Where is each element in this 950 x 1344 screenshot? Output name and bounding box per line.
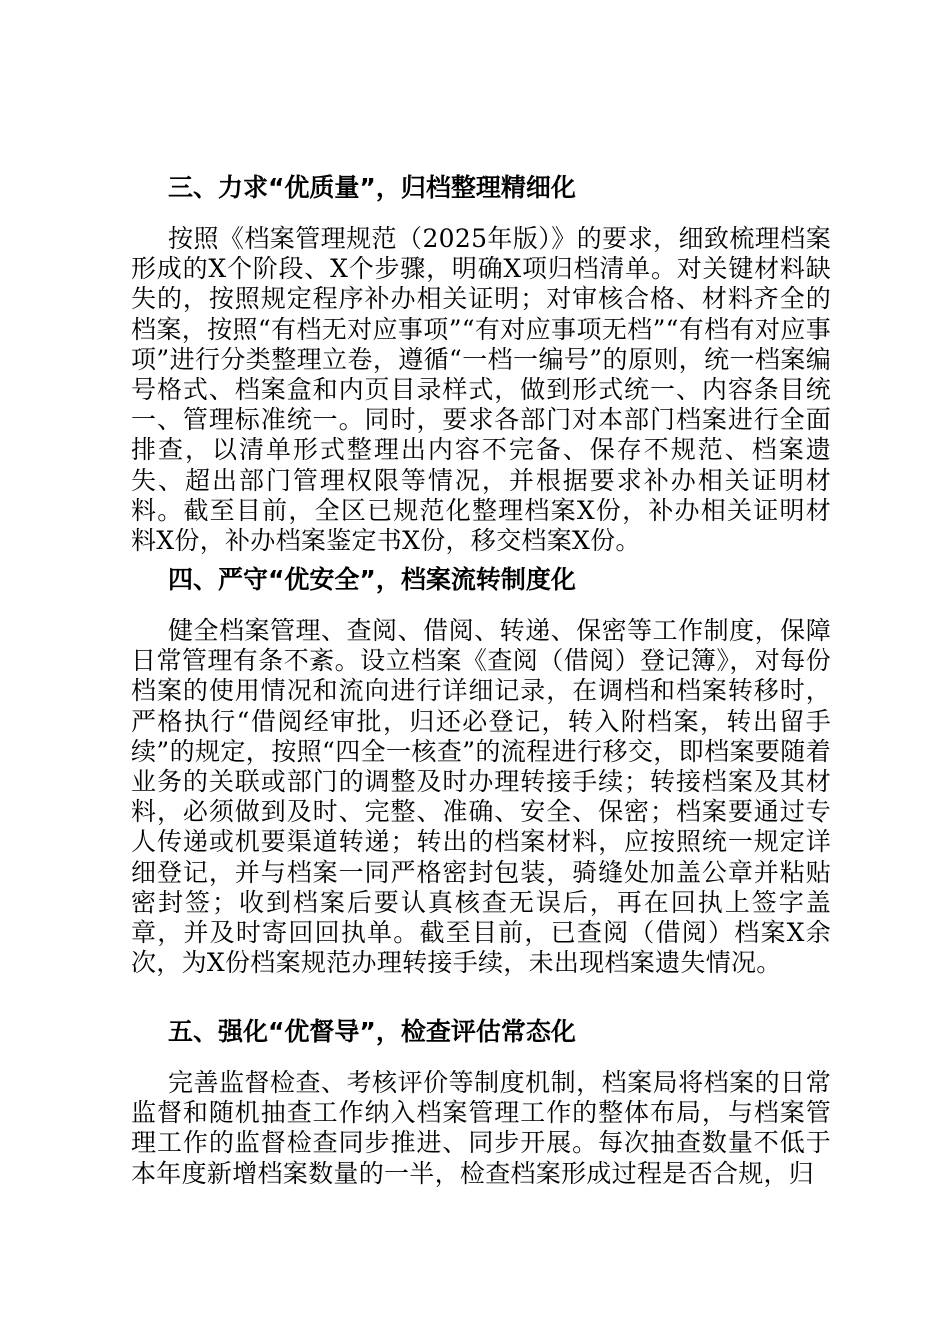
section-3-paragraph: 按照《档案管理规范（2025年版）》的要求，细致梳理档案形成的X个阶段、X个步骤，明确X项归档清单。对关键材料缺失的，按照规定程序补办相关证明；对审核合格、材料齐全的档案，按照“有档无对应事项”“有对应事项无档”“有档有对应事项”进行分类整理立卷，遵循“一档一编号”的原则，统一档案编号格式、档案盒和内页目录样式，做到形式统一、内容条目统一、管理标准统一。同时，要求各部门对本部门档案进行全面排查，以清单形式整理出内容不完备、保存不规范、档案遗失、超出部门管理权限等情况，并根据要求补办相关证明材料。截至目前，全区已规范化整理档案X份，补办相关证明材料X份，补办档案鉴定书X份，移交档案X份。	[131, 224, 831, 556]
section-5-heading: 五、强化“优督导”，检查评估常态化	[168, 1017, 576, 1046]
section-5-paragraph: 完善监督检查、考核评价等制度机制，档案局将档案的日常监督和随机抽查工作纳入档案管理工作的整体布局，与档案管理工作的监督检查同步推进、同步开展。每次抽查数量不低于本年度新增档案数量的一半，检查档案形成过程是否合规，归	[131, 1068, 831, 1188]
section-4-heading: 四、严守“优安全”，档案流转制度化	[168, 565, 576, 594]
section-4-paragraph: 健全档案管理、查阅、借阅、转递、保密等工作制度，保障日常管理有条不紊。设立档案《查阅（借阅）登记簿》，对每份档案的使用情况和流向进行详细记录，在调档和档案转移时，严格执行“借阅经审批，归还必登记，转入附档案，转出留手续”的规定，按照“四全一核查”的流程进行移交，即档案要随着业务的关联或部门的调整及时办理转接手续；转接档案及其材料，必须做到及时、完整、准确、安全、保密；档案要通过专人传递或机要渠道转递；转出的档案材料，应按照统一规定详细登记，并与档案一同严格密封包装，骑缝处加盖公章并粘贴密封签；收到档案后要认真核查无误后，再在回执上签字盖章，并及时寄回回执单。截至目前，已查阅（借阅）档案X余次，为X份档案规范办理转接手续，未出现档案遗失情况。	[131, 616, 831, 978]
section-3-heading: 三、力求“优质量”，归档整理精细化	[168, 173, 576, 202]
